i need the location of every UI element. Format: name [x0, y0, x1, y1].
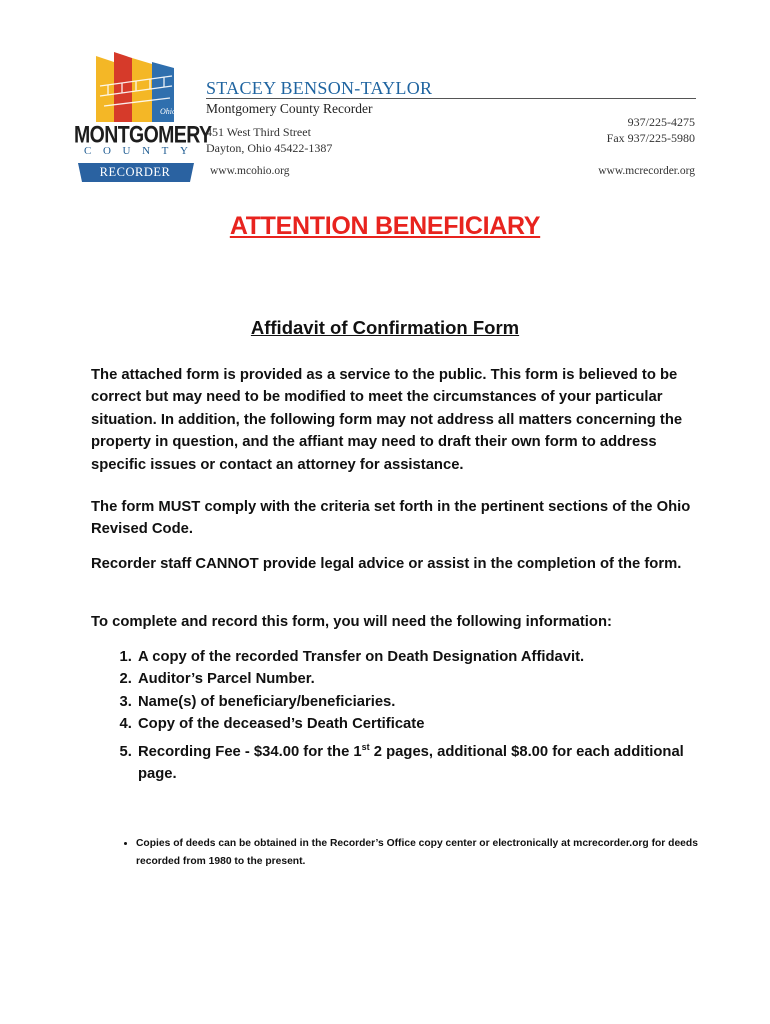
- logo-county-letter: T: [161, 145, 169, 157]
- website-mcrecorder[interactable]: www.mcrecorder.org: [598, 165, 695, 177]
- compliance-paragraph: The form MUST comply with the criteria set forth in the pertinent sections of the Ohio Revised Code.: [91, 499, 691, 538]
- requirement-item: 4. Copy of the deceased’s Death Certificate: [136, 713, 696, 735]
- requirement-item: 2. Auditor’s Parcel Number.: [136, 668, 696, 690]
- fee-superscript: st: [361, 741, 370, 752]
- requirement-item: 3. Name(s) of beneficiary/beneficiaries.: [136, 691, 696, 713]
- logo-script-text: Ohio: [160, 107, 176, 116]
- phone-number: 937/225-4275: [627, 115, 695, 129]
- logo-recorder-badge: RECORDER: [99, 165, 171, 179]
- requirement-item: 1. A copy of the recorded Transfer on Death Designation Affidavit.: [136, 646, 696, 668]
- contact-numbers: [607, 114, 695, 146]
- recorder-title: Montgomery County Recorder: [206, 101, 373, 116]
- logo-county-letter: N: [142, 145, 151, 157]
- attention-heading: ATTENTION BENEFICIARY: [229, 212, 541, 240]
- address-line-1: 451 West Third Street: [206, 125, 311, 139]
- fax-number: Fax 937/225-5980: [606, 131, 695, 145]
- requirement-item-fee: [136, 736, 696, 786]
- fee-text-start: Recording Fee - $34.00 for the 1: [138, 743, 362, 760]
- office-address: [206, 124, 332, 156]
- logo-county-letter: Y: [179, 145, 188, 157]
- requirements-list: [91, 646, 696, 785]
- deed-copies-note: • Copies of deeds can be obtained in the Recorder’s Office copy center or electronically at mcrecorder.org for deeds recorded from 1980 to the present.: [136, 835, 736, 870]
- address-line-2: Dayton, Ohio 45422-1387: [206, 141, 333, 155]
- logo-county-letter: O: [102, 145, 111, 157]
- disclaimer-paragraph: The attached form is provided as a service to the public. This form is believed to be correct but may need to be modified to meet the circumstances of your particular situation. In addition, the following form may not address all matters concerning the property in question, and the affiant may need to draft their own form to address specific issues or contact an attorney for assistance.: [91, 367, 683, 473]
- logo-wordmark: MONTGOMERY: [74, 121, 212, 149]
- logo-county-letters: [84, 145, 188, 157]
- notes-list: [91, 835, 736, 870]
- website-mcohio[interactable]: www.mcohio.org: [210, 165, 290, 177]
- recorder-name: STACEY BENSON-TAYLOR: [206, 78, 433, 98]
- header-divider: [206, 98, 696, 99]
- logo-county-letter: C: [84, 145, 92, 157]
- form-title: Affidavit of Confirmation Form: [250, 317, 520, 338]
- logo-county-letter: U: [122, 145, 131, 157]
- legal-advice-paragraph: Recorder staff CANNOT provide legal advice or assist in the completion of the form.: [91, 556, 682, 572]
- fee-text-end: 2 pages, additional $8.00 for each additional page.: [138, 743, 684, 782]
- requirements-intro: To complete and record this form, you will need the following information:: [91, 614, 612, 630]
